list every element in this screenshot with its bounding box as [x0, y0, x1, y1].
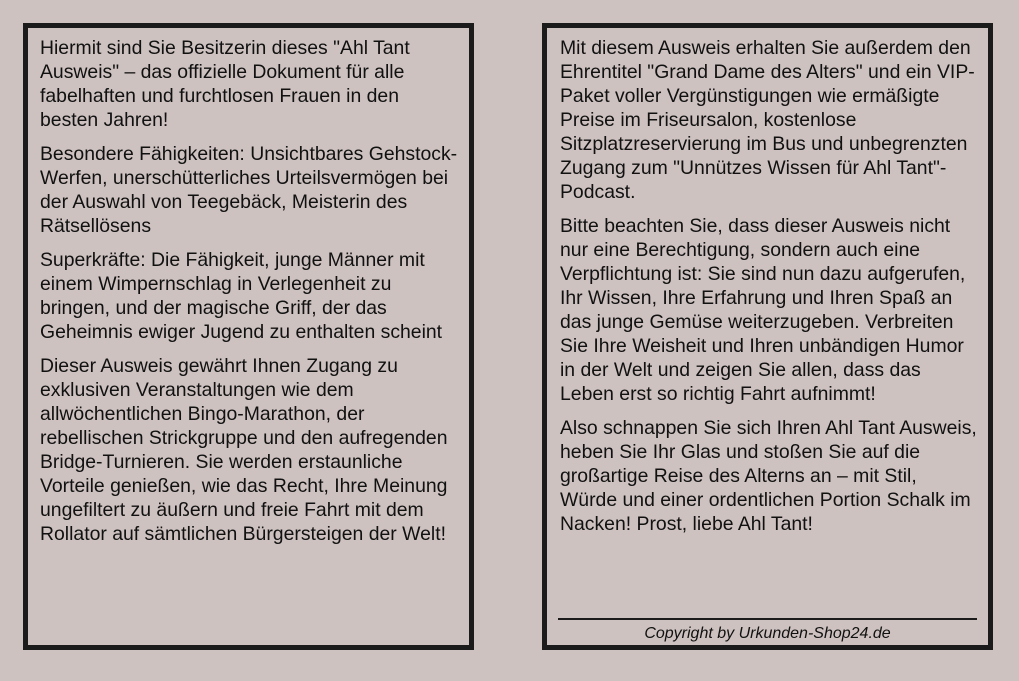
left-card: [23, 23, 474, 650]
toast-paragraph: Also schnappen Sie sich Ihren Ahl Tant Ausweis, heben Sie Ihr Glas und stoßen Sie auf die großartige Reise des Alterns an – mit Stil, Würde und einer ordentlichen Portion Schalk im Nacken! Prost, liebe Ahl Tant!: [560, 417, 977, 535]
intro-paragraph: Hiermit sind Sie Besitzerin dieses "Ahl Tant Ausweis" – das offizielle Dokument für alle fabelhaften und furchtlosen Frauen in den besten Jahren!: [40, 37, 410, 131]
access-paragraph: Dieser Ausweis gewährt Ihnen Zugang zu exklusiven Veranstaltungen wie dem allwöchentlichen Bingo-Marathon, der rebellischen Strickgruppe und den aufregenden Bridge-Turnieren. Sie werden erstaunliche Vorteile genießen, wie das Recht, Ihre Meinung ungefiltert zu äußern und freie Fahrt mit dem Rollator auf sämtlichen Bürgersteigen der Welt!: [40, 355, 448, 545]
copyright-divider: [558, 618, 977, 620]
honorary-title-paragraph: Mit diesem Ausweis erhalten Sie außerdem den Ehrentitel "Grand Dame des Alters" und ein VIP-Paket voller Vergünstigungen wie ermäßigte Preise im Friseursalon, kostenlose Sitzplatzreservierung im Bus und unbegrenzten Zugang zum "Unnützes Wissen für Ahl Tant"-Podcast.: [560, 37, 975, 203]
superpowers-paragraph: Superkräfte: Die Fähigkeit, junge Männer mit einem Wimpernschlag in Verlegenheit zu bringen, und der magische Griff, der das Geheimnis ewiger Jugend zu enthalten scheint: [40, 249, 443, 343]
copyright-text: Copyright by Urkunden-Shop24.de: [644, 625, 891, 642]
right-card: [542, 23, 993, 650]
obligation-paragraph: Bitte beachten Sie, dass dieser Ausweis nicht nur eine Berechtigung, sondern auch eine Verpflichtung ist: Sie sind nun dazu aufgerufen, Ihr Wissen, Ihre Erfahrung und Ihren Spaß an das junge Gemüse weiterzugeben. Verbreiten Sie Ihre Weisheit und Ihren unbändigen Humor in der Welt und zeigen Sie allen, dass das Leben erst so richtig Fahrt aufnimmt!: [560, 215, 966, 405]
special-abilities-paragraph: Besondere Fähigkeiten: Unsichtbares Gehstock-Werfen, unerschütterliches Urteilsvermögen bei der Auswahl von Teegebäck, Meisterin des Rätsellösens: [40, 143, 458, 237]
